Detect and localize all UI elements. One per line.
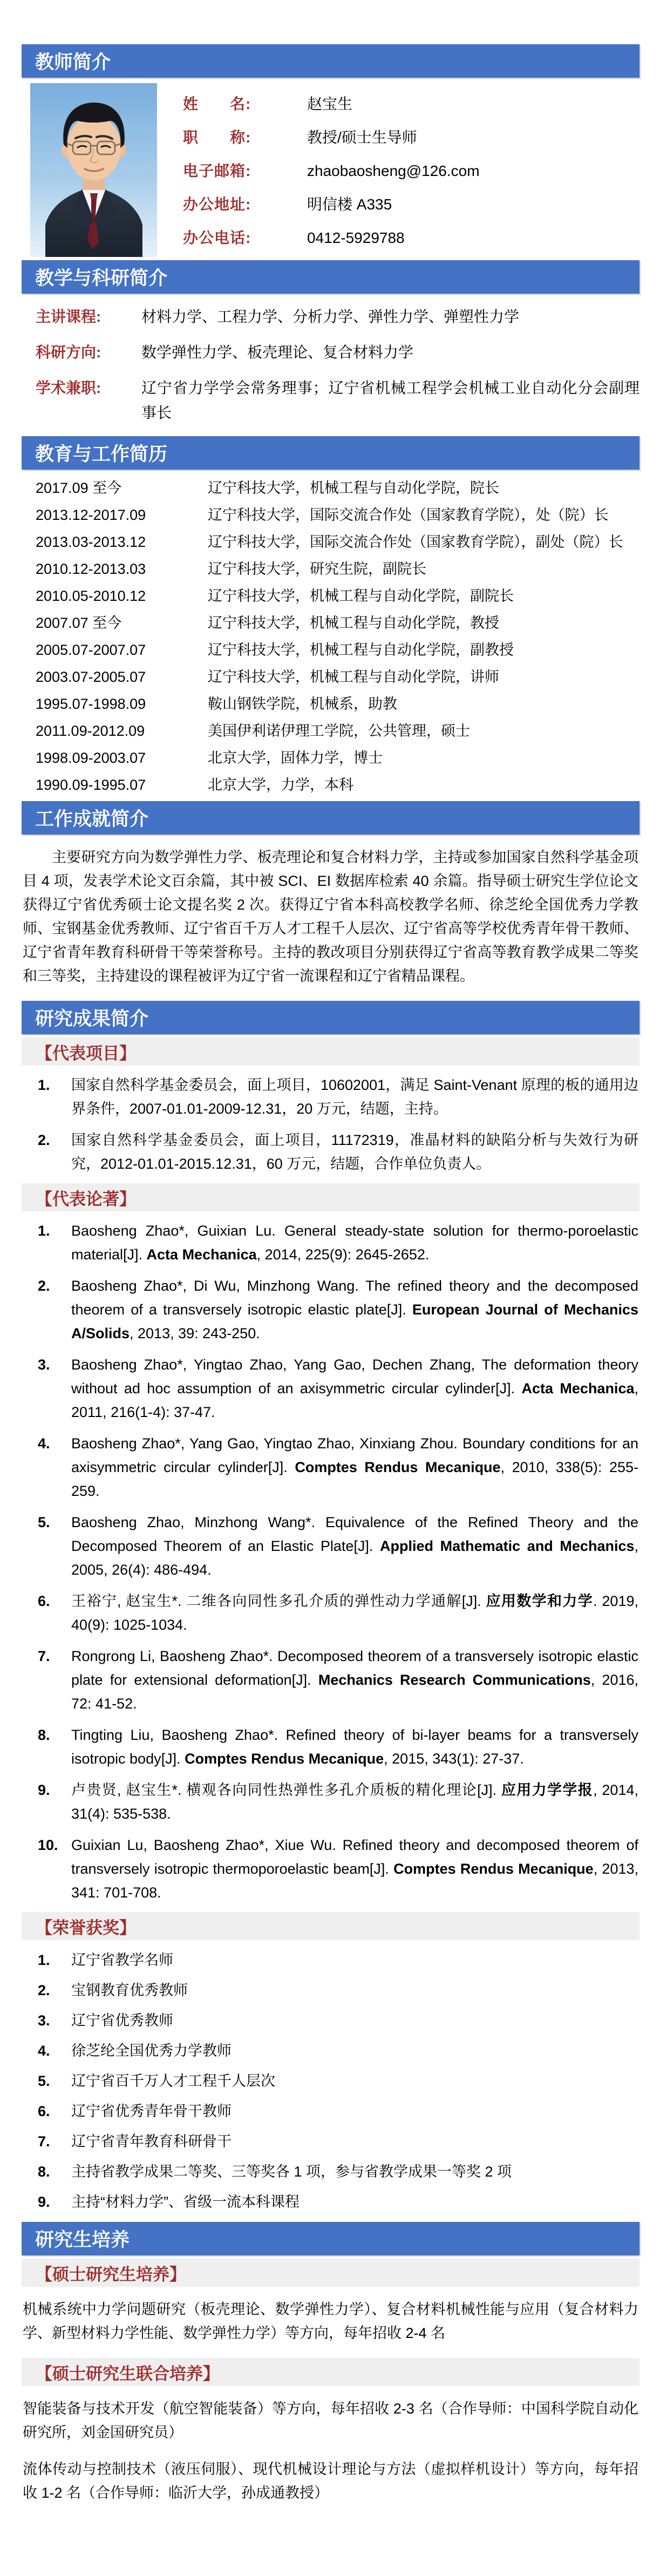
item-number (22, 1219, 71, 1266)
field-label: 职 称: (183, 129, 251, 146)
publication-text: Tingting Liu, Baosheng Zhao*. Refined theory of bi-layer beams for a transversely isotropic body[J]. Comptes Rendus Mecanique, 2015, 343(1): 27-37. (71, 1727, 638, 1767)
publications-list (22, 1219, 639, 1904)
item-number (22, 1510, 71, 1582)
row-label: 科研方向: (36, 344, 101, 361)
item-number (22, 2071, 71, 2091)
journal-name: European Journal of Mechanics A/Solids (71, 1301, 638, 1341)
awards-heading-strip (22, 1912, 639, 1940)
publications-heading-strip (22, 1183, 639, 1211)
section-bar-career (22, 436, 639, 470)
journal-name: Mechanics Research Communications (318, 1672, 591, 1688)
award-text: 辽宁省青年教育科研骨干 (71, 2133, 232, 2150)
journal-name: Comptes Rendus Mecanique (393, 1861, 594, 1877)
project-item (22, 1128, 639, 1176)
section-title: 研究生培养 (35, 2229, 130, 2250)
section-title: 研究成果简介 (35, 1008, 149, 1029)
publication-item (22, 1219, 639, 1266)
career-row (22, 612, 639, 634)
item-number (22, 2041, 71, 2061)
career-period: 2007.07 至今 (36, 615, 122, 631)
career-row (22, 639, 639, 661)
item-number (22, 2161, 71, 2182)
career-detail: 美国伊利诺伊理工学院，公共管理，硕士 (208, 723, 470, 739)
career-row (22, 531, 639, 553)
career-period: 2010.12-2013.03 (36, 561, 146, 577)
section-title: 教育与工作简历 (35, 444, 168, 465)
publication-text: Baosheng Zhao*, Di Wu, Minzhong Wang. The refined theory and the decomposed theorem of a transversely isotropic elastic plate[J]. European Journal of Mechanics A/Solids, 2013, 39: 243-250. (71, 1278, 638, 1341)
career-row (22, 504, 639, 526)
journal-name: Acta Mechanica (146, 1246, 257, 1263)
career-detail: 鞍山钢铁学院，机械系，助教 (208, 696, 397, 712)
award-text: 徐芝纶全国优秀力学教师 (71, 2043, 232, 2059)
journal-name: Comptes Rendus Mecanique (185, 1751, 384, 1767)
teaching-research-rows (22, 304, 639, 425)
awards-heading: 【荣誉获奖】 (36, 1918, 136, 1937)
research-direction-row (36, 340, 639, 365)
item-number (22, 1980, 71, 2001)
journal-name: 应用数学和力学 (486, 1593, 594, 1609)
section-title: 教师简介 (35, 52, 111, 73)
field-name (183, 92, 639, 114)
master-training-heading: 【硕士研究生培养】 (36, 2265, 186, 2284)
award-item (22, 1950, 639, 1970)
project-text: 国家自然科学基金委员会，面上项目，11172319，准晶材料的缺陷分析与失效行为研究，2012-01.01-2015.12.31，60 万元，结题，合作单位负责人。 (71, 1132, 638, 1172)
joint-training-text: 流体传动与控制技术（液压伺服）、现代机械设计理论与方法（虚拟样机设计）等方向，每年招收 1-2 名（合作导师：临沂大学，孙成通教授） (23, 2461, 638, 2501)
projects-heading-strip (22, 1038, 639, 1066)
publications-heading: 【代表论著】 (36, 1189, 136, 1209)
career-period: 2003.07-2005.07 (36, 669, 146, 685)
field-email (183, 159, 639, 181)
publication-item (22, 1274, 639, 1345)
publication-item (22, 1723, 639, 1771)
item-number (22, 2192, 71, 2212)
career-period: 2017.09 至今 (36, 480, 122, 496)
career-detail: 辽宁科技大学，机械工程与自动化学院，讲师 (208, 669, 499, 685)
publication-item (22, 1589, 639, 1637)
publication-item (22, 1510, 639, 1582)
award-item (22, 2161, 639, 2182)
awards-list (22, 1950, 639, 2212)
award-item (22, 1980, 639, 2001)
publication-text: Rongrong Li, Baosheng Zhao*. Decomposed theorem of a transversely isotropic elastic plate for extensional deformation[J]. Mechanics Research Communications, 2016, 72: 41-52. (71, 1648, 638, 1712)
item-number (22, 1353, 71, 1424)
field-label: 办公电话: (183, 229, 251, 246)
career-row (22, 477, 639, 499)
career-period: 2013.03-2013.12 (36, 534, 146, 550)
publication-item (22, 1833, 639, 1904)
career-detail: 辽宁科技大学，机械工程与自动化学院，副院长 (208, 588, 514, 604)
section-bar-teacher-intro (22, 44, 639, 78)
career-detail: 辽宁科技大学，国际交流合作处（国家教育学院），处（院）长 (208, 507, 609, 523)
career-row (22, 693, 639, 715)
career-period: 1990.09-1995.07 (36, 777, 146, 793)
item-number (22, 1950, 71, 1970)
award-item (22, 2131, 639, 2152)
field-label: 电子邮箱: (183, 162, 251, 179)
career-row (22, 747, 639, 769)
publication-text: Guixian Lu, Baosheng Zhao*, Xiue Wu. Refined theory and decomposed theorem of transversely isotropic thermoporoelastic beam[J]. Comptes Rendus Mecanique, 2013, 341: 701-708. (71, 1837, 639, 1901)
publication-text: Baosheng Zhao*, Yingtao Zhao, Yang Gao, Dechen Zhang, The deformation theory without ad hoc assumption of an axisymmetric circular cylinder[J]. Acta Mechanica, 2011, 216(1-4): 37-47. (71, 1357, 638, 1420)
award-text: 辽宁省优秀教师 (71, 2012, 173, 2029)
row-label: 学术兼职: (36, 379, 101, 396)
career-row (22, 585, 639, 607)
academic-posts-row (36, 376, 639, 425)
field-value: 教授/硕士生导师 (307, 129, 417, 146)
field-value: 赵宝生 (307, 96, 353, 112)
award-item (22, 2010, 639, 2031)
master-training-heading-strip (22, 2259, 639, 2287)
award-text: 宝钢教育优秀教师 (71, 1982, 188, 1998)
career-period: 2013.12-2017.09 (36, 507, 146, 523)
project-text: 国家自然科学基金委员会，面上项目，10602001，满足 Saint-Venant 原理的板的通用边界条件，2007-01.01-2009-12.31，20 万元，结题，主持。 (71, 1077, 638, 1117)
publication-item (22, 1644, 639, 1716)
item-number (22, 1073, 71, 1121)
email-value: zhaobaosheng@126.com (307, 162, 480, 179)
joint-training-heading-strip (22, 2358, 639, 2386)
master-training-text: 机械系统中力学问题研究（板壳理论、数学弹性力学）、复合材料机械性能与应用（复合材料力学、新型材料力学性能、数学弹性力学）等方向，每年招收 2-4 名 (23, 2301, 638, 2341)
section-bar-graduate-training (22, 2222, 639, 2255)
career-row (22, 558, 639, 580)
projects-heading: 【代表项目】 (36, 1043, 136, 1063)
section-bar-research-outcomes (22, 1001, 639, 1034)
career-detail: 辽宁科技大学，研究生院，副院长 (208, 561, 426, 577)
career-row (22, 720, 639, 742)
item-number (22, 1778, 71, 1826)
section-bar-achievements (22, 801, 639, 835)
item-number (22, 1128, 71, 1176)
career-timeline (22, 477, 639, 796)
publication-text: Baosheng Zhao*, Yang Gao, Yingtao Zhao, Xinxiang Zhou. Boundary conditions for an axisymmetric circular cylinder[J]. Comptes Rendus Mecanique, 2010, 338(5): 255-259. (71, 1435, 639, 1499)
field-phone (183, 226, 639, 248)
portrait-photo-illustration (30, 83, 157, 257)
award-text: 辽宁省百千万人才工程千人层次 (71, 2073, 275, 2089)
field-value: 0412-5929788 (307, 229, 405, 246)
item-number (22, 1833, 71, 1904)
row-value: 材料力学、工程力学、分析力学、弹性力学、弹塑性力学 (141, 308, 520, 325)
field-title (183, 126, 639, 147)
item-number (22, 1432, 71, 1503)
award-text: 辽宁省优秀青年骨干教师 (71, 2103, 232, 2119)
field-value: 明信楼 A335 (307, 196, 392, 213)
profile-photo (30, 83, 157, 257)
item-number (22, 2010, 71, 2031)
item-number (22, 1644, 71, 1716)
award-item (22, 2041, 639, 2061)
section-bar-teaching-research (22, 260, 639, 294)
career-period: 2005.07-2007.07 (36, 642, 146, 658)
item-number (22, 1723, 71, 1771)
career-detail: 辽宁科技大学，国际交流合作处（国家教育学院），副处（院）长 (208, 534, 623, 550)
career-period: 2011.09-2012.09 (36, 723, 145, 739)
award-item (22, 2071, 639, 2091)
field-label: 姓 名: (183, 96, 251, 112)
publication-text: 王裕宁, 赵宝生*. 二维各向同性多孔介质的弹性动力学通解[J]. 应用数学和力学. 2019, 40(9): 1025-1034. (71, 1593, 638, 1633)
row-label: 主讲课程: (36, 308, 101, 325)
joint-training-heading: 【硕士研究生联合培养】 (36, 2364, 220, 2383)
award-item (22, 2192, 639, 2212)
publication-text: 卢贵贤, 赵宝生*. 横观各向同性热弹性多孔介质板的精化理论[J]. 应用力学学报, 2014, 31(4): 535-538. (71, 1782, 638, 1822)
project-item (22, 1073, 639, 1121)
item-number (22, 1274, 71, 1345)
publication-text: Baosheng Zhao*, Guixian Lu. General steady-state solution for thermo-poroelastic material[J]. Acta Mechanica, 2014, 225(9): 2645-2652. (71, 1223, 638, 1263)
profile-info (183, 83, 639, 257)
item-number (22, 2101, 71, 2121)
projects-list (22, 1073, 639, 1176)
item-number (22, 2131, 71, 2152)
journal-name: Acta Mechanica (521, 1380, 635, 1397)
award-text: 主持省教学成果二等奖、三等奖各 1 项，参与省教学成果一等奖 2 项 (71, 2164, 512, 2180)
section-title: 工作成就简介 (35, 809, 149, 830)
career-row (22, 774, 639, 796)
item-number (22, 1589, 71, 1637)
award-item (22, 2101, 639, 2121)
career-period: 1995.07-1998.09 (36, 696, 146, 712)
achievements-paragraph: 主要研究方向为数学弹性力学、板壳理论和复合材料力学，主持或参加国家自然科学基金项目 4 项，发表学术论文百余篇，其中被 SCI、EI 数据库检索 40 余篇。指导硕士研究生学位论文获得辽宁省优秀硕士论文提名奖 2 次。获得辽宁省本科高校教学名师、徐芝纶全国优秀力学教师、宝钢基金优秀教师、辽宁省百千万人才工程千人层次、辽宁省高等学校优秀青年骨干教师、辽宁省青年教育科研骨干等荣誉称号。主持的教改项目分别获得辽宁省高等教育教学成果二等奖和三等奖，主持建设的课程被评为辽宁省一流课程和辽宁省精品课程。 (23, 849, 638, 984)
publication-item (22, 1432, 639, 1503)
award-text: 辽宁省教学名师 (71, 1952, 173, 1968)
section-title: 教学与科研简介 (35, 268, 168, 289)
field-office (183, 193, 639, 214)
career-detail: 辽宁科技大学，机械工程与自动化学院，副教授 (208, 642, 514, 658)
journal-name: 应用力学学报 (501, 1782, 594, 1798)
row-value: 辽宁省力学学会常务理事；辽宁省机械工程学会机械工业自动化分会副理事长 (141, 379, 639, 421)
field-label: 办公地址: (183, 196, 251, 213)
publication-text: Baosheng Zhao, Minzhong Wang*. Equivalence of the Refined Theory and the Decomposed Theorem of an Elastic Plate[J]. Applied Mathematic and Mechanics, 2005, 26(4): 486-494. (71, 1514, 639, 1578)
career-period: 2010.05-2010.12 (36, 588, 146, 604)
award-text: 主持“材料力学”、省级一流本科课程 (71, 2194, 300, 2210)
career-detail: 北京大学，力学，本科 (208, 777, 353, 793)
career-period: 1998.09-2003.07 (36, 750, 146, 766)
career-row (22, 666, 639, 688)
career-detail: 北京大学，固体力学，博士 (208, 750, 383, 766)
journal-name: Comptes Rendus Mecanique (295, 1459, 501, 1475)
publication-item (22, 1353, 639, 1424)
journal-name: Applied Mathematic and Mechanics (380, 1538, 635, 1554)
courses-row (36, 304, 639, 329)
joint-training-text: 智能装备与技术开发（航空智能装备）等方向，每年招收 2-3 名（合作导师：中国科学院自动化研究所，刘金国研究员） (23, 2401, 638, 2441)
row-value: 数学弹性力学、板壳理论、复合材料力学 (141, 344, 414, 361)
publication-item (22, 1778, 639, 1826)
profile-block (22, 83, 639, 257)
career-detail: 辽宁科技大学，机械工程与自动化学院，教授 (208, 615, 499, 631)
career-detail: 辽宁科技大学，机械工程与自动化学院，院长 (208, 480, 499, 496)
